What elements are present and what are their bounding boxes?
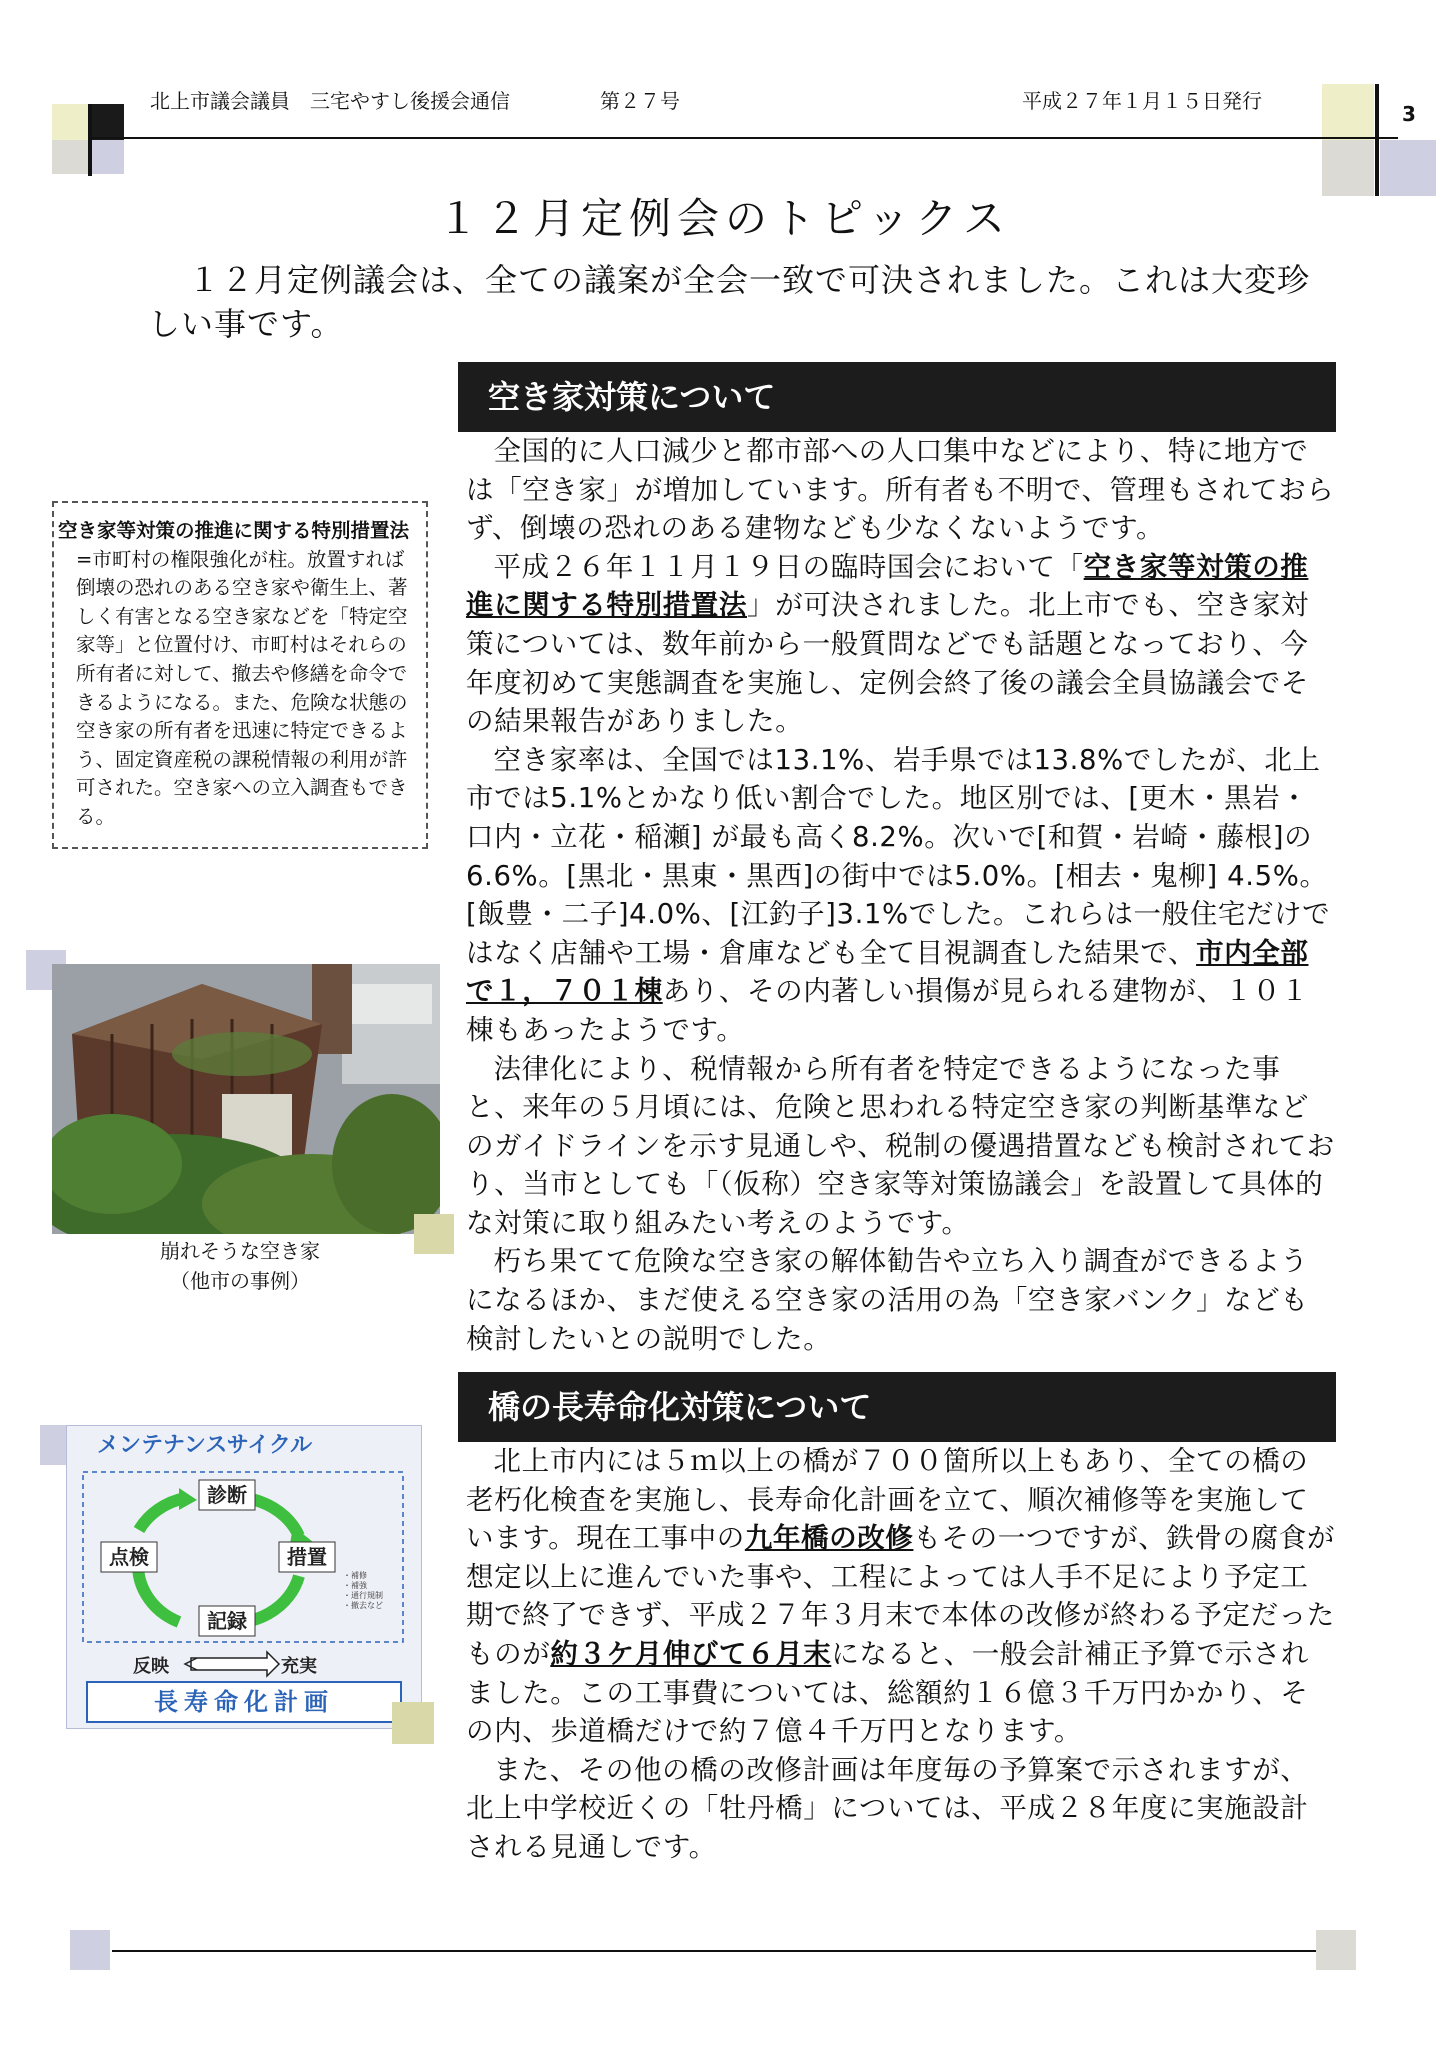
lead-line: しい事です。	[148, 305, 344, 343]
note-title: 空き家等対策の推進に関する特別措置法	[58, 519, 410, 542]
photo-caption: 崩れそうな空き家 （他市の事例）	[160, 1239, 320, 1293]
publication-name: 北上市議会議員 三宅やすし後援会通信	[150, 89, 510, 113]
akiya-paragraph: 朽ち果てて危険な空き家の解体勧告や立ち入り調査ができるようになるほか、まだ使える空き家の活用の為「空き家バンク」なども検討したいとの説明でした。	[466, 1245, 1309, 1355]
akiya-body	[466, 432, 1336, 1358]
page-number-rule	[1375, 84, 1379, 196]
decor-square	[70, 1930, 110, 1970]
abandoned-house-photo	[52, 964, 440, 1234]
bridge-body	[466, 1442, 1336, 1867]
lead-paragraph	[148, 258, 1358, 346]
header-rule	[88, 137, 1398, 139]
decor-square	[90, 140, 124, 174]
diagram-title: メンテナンスサイクル	[97, 1433, 313, 1458]
node-inspection: 点検	[109, 1545, 149, 1569]
node-record: 記録	[207, 1609, 247, 1633]
plan-label: 長寿命化計画	[154, 1688, 334, 1716]
lead-line: １２月定例議会は、全ての議案が全会一致で可決されました。これは大変珍	[188, 261, 1311, 299]
maintenance-cycle-diagram	[66, 1425, 422, 1729]
akiya-paragraph: 法律化により、税情報から所有者を特定できるようになった事と、来年の５月頃には、危険と思われる特定空き家の判断基準などのガイドラインを示す見通しや、税制の優遇措置なども検討されており、当市としても「（仮称）空き家等対策協議会」を設置して具体的な対策に取り組みたい考えのようです。	[466, 1052, 1335, 1239]
akiya-paragraph: 空き家率は、全国では13.1%、岩手県では13.8%でしたが、北上市では5.1%とかなり低い割合でした。地区別では、[更木・黒岩・口内・立花・稲瀬] が最も高く8.2%。次いで[和賀・岩崎・藤根]の6.6%。[黒北・黒東・黒西]の街中では5.0%。[相去・鬼柳] 4.5%。[飯豊・二子]4.0%、[江釣子]3.1%でした。これらは一般住宅だけではなく店舗や工場・倉庫なども全て目視調査した結果で、市内全部で１，７０１棟あり、その内著しい損傷が見られる建物が、１０１棟もあったようです。	[466, 743, 1331, 1046]
svg-text:・撤去など: ・撤去など	[343, 1601, 383, 1610]
node-diagnosis: 診断	[207, 1483, 247, 1507]
decor-square	[90, 104, 124, 140]
bridge-paragraph: また、その他の橋の改修計画は年度毎の予算案で示されますが、北上中学校近くの「牡丹橋」については、平成２８年度に実施設計される見通しです。	[466, 1753, 1309, 1863]
decor-square	[1322, 84, 1374, 140]
decor-square	[52, 104, 90, 140]
law-note-box	[52, 501, 428, 849]
header-vertical-rule	[88, 104, 92, 176]
enrich-label: 充実	[281, 1656, 317, 1677]
svg-text:・補強: ・補強	[343, 1581, 367, 1590]
akiya-paragraph: 平成２６年１１月１９日の臨時国会において「空き家等対策の推進に関する特別措置法」が可決されました。北上市でも、空き家対策については、数年前から一般質問などでも話題となっており、今年度初めて実態調査を実施し、定例会終了後の議会全員協議会でその結果報告がありました。	[466, 550, 1309, 738]
akiya-paragraph: 全国的に人口減少と都市部への人口集中などにより、特に地方では「空き家」が増加しています。所有者も不明で、管理もされておらず、倒壊の恐れのある建物なども少なくないようです。	[466, 435, 1335, 545]
bridge-paragraph: 北上市内には５ｍ以上の橋が７００箇所以上もあり、全ての橋の老朽化検査を実施し、長寿命化計画を立て、順次補修等を実施しています。現在工事中の九年橋の改修もその一つですが、鉄骨の腐食が想定以上に進んでいた事や、工程によっては人手不足により予定工期で終了できず、平成２７年３月末で本体の改修が終わる予定だったものが約３ケ月伸びて６月末になると、一般会計補正予算で示されました。この工事費については、総額約１６億３千万円かかり、その内、歩道橋だけで約７億４千万円となります。	[466, 1445, 1335, 1748]
footer-rule	[112, 1950, 1330, 1952]
node-action: 措置	[287, 1545, 327, 1569]
section-heading-bridge: 橋の長寿命化対策について	[458, 1372, 1336, 1442]
section-heading-akiya: 空き家対策について	[458, 362, 1336, 432]
reflect-label: 反映	[133, 1656, 169, 1677]
decor-square	[414, 1214, 454, 1254]
decor-square	[392, 1702, 434, 1744]
law-name-underlined: 空き家等対策の推進に関する特別措置法	[466, 550, 1309, 622]
decor-square	[1316, 1930, 1356, 1970]
issue-date: 平成２７年１月１５日発行	[1022, 89, 1262, 113]
svg-text:・補修: ・補修	[343, 1571, 367, 1580]
svg-text:・通行規制: ・通行規制	[343, 1591, 383, 1600]
page-number: 3	[1402, 102, 1416, 126]
kunenbashi-underlined: 九年橋の改修	[744, 1522, 914, 1555]
issue-number: 第２７号	[600, 89, 680, 113]
note-body: =市町村の権限強化が柱。放置すれば倒壊の恐れのある空き家や衛生上、著しく有害となる空き家などを「特定空家等」と位置付け、市町村はそれらの所有者に対して、撤去や修繕を命令できるようになる。また、危険な状態の空き家の所有者を迅速に特定できるよう、固定資産税の課税情報の利用が許可された。空き家への立入調査もできる。	[76, 547, 408, 828]
building-count-underlined: 市内全部で１，７０１棟	[466, 936, 1309, 1008]
page-title: １２月定例会のトピックス	[437, 194, 1011, 243]
decor-square	[52, 140, 90, 174]
delay-underlined: 約３ケ月伸びて６月末	[550, 1637, 832, 1670]
